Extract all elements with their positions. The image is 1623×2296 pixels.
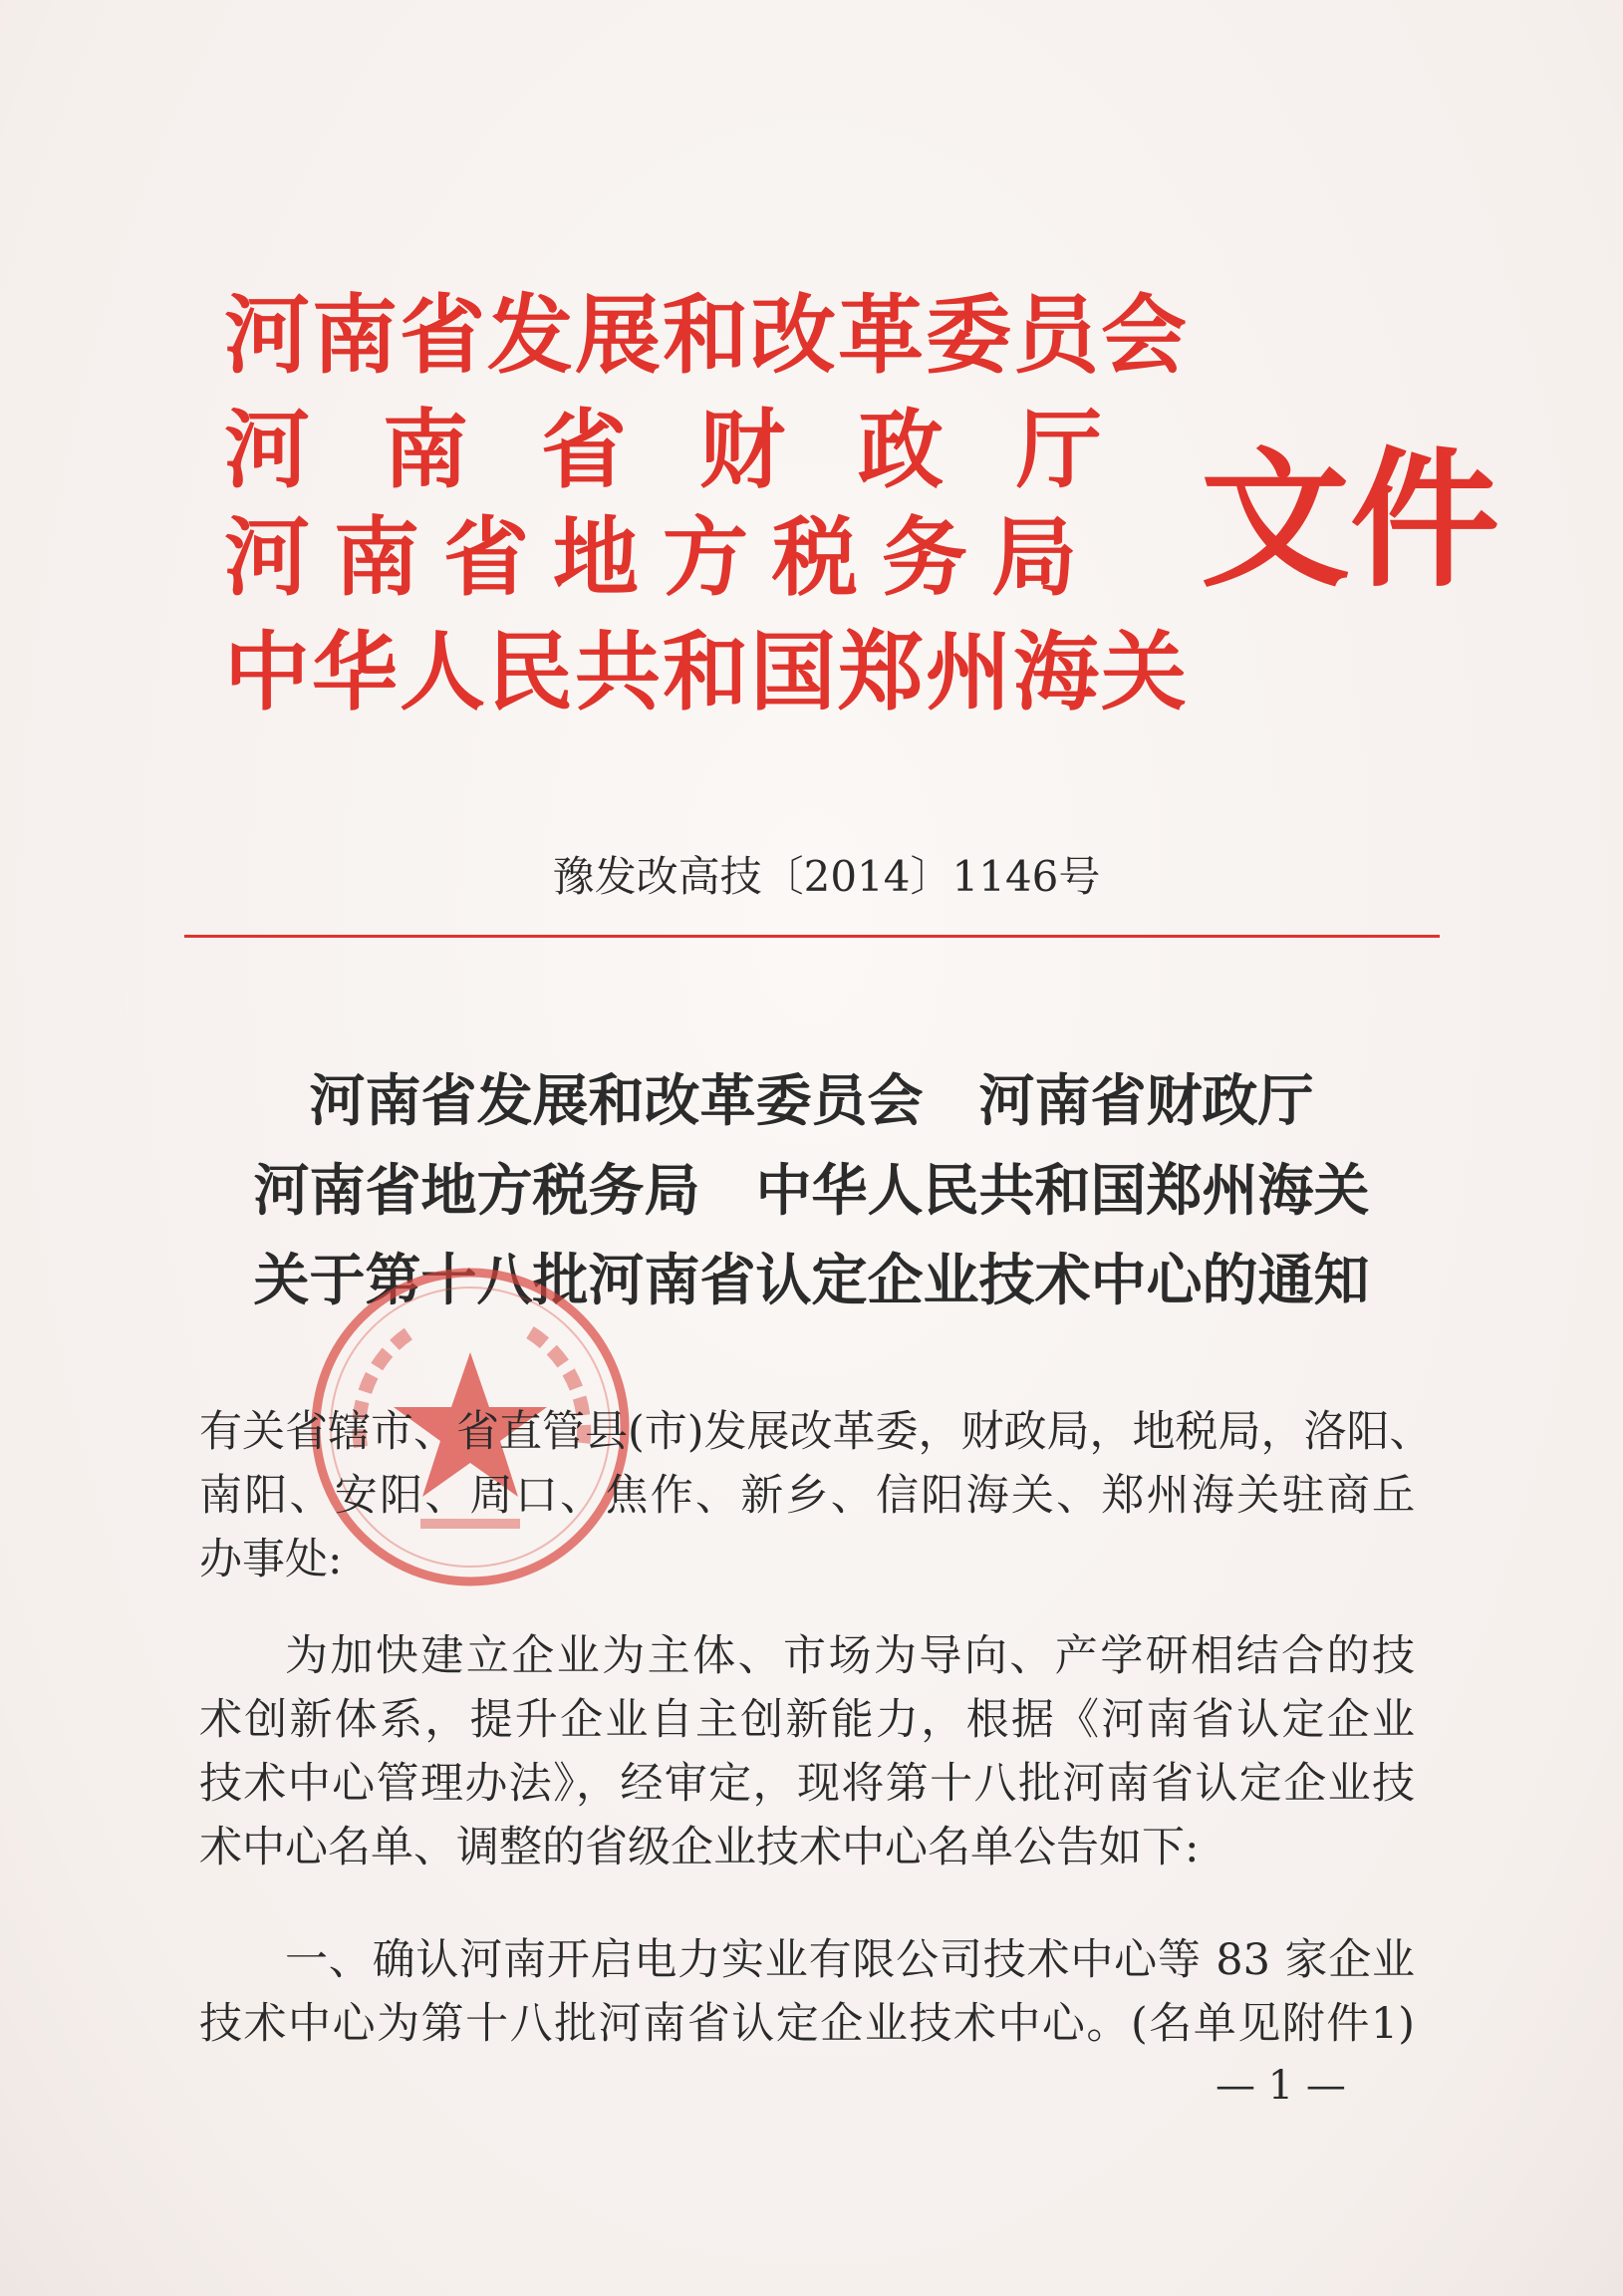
addressee-line-3: 办事处: xyxy=(199,1535,343,1584)
addressee-line-2: 南阳、安阳、周口、焦作、新乡、信阳海关、郑州海关驻商丘 xyxy=(199,1471,1415,1521)
body-paragraph-1 xyxy=(199,1624,1415,1879)
item-1-line-2: 技术中心为第十八批河南省认定企业技术中心。(名单见附件1) xyxy=(199,1999,1415,2049)
paragraph-1-line-2: 术创新体系，提升企业自主创新能力，根据《河南省认定企业 xyxy=(199,1695,1415,1745)
agency-name-customs: 中华人民共和国郑州海关 xyxy=(224,623,1189,722)
document-title-line-3: 关于第十八批河南省认定企业技术中心的通知 xyxy=(253,1249,1370,1313)
page-number: — 1 — xyxy=(1216,2063,1346,2109)
header-divider-line xyxy=(184,935,1440,938)
document-title-line-2: 河南省地方税务局 中华人民共和国郑州海关 xyxy=(253,1159,1370,1224)
document-number: 豫发改高技〔2014〕1146号 xyxy=(552,852,1101,901)
paragraph-1-line-1: 为加快建立企业为主体、市场为导向、产学研相结合的技 xyxy=(285,1631,1415,1681)
addressee-block xyxy=(199,1400,1433,1591)
agency-name-local-tax: 河南省地方税务局 xyxy=(224,508,1101,608)
body-item-1 xyxy=(199,1928,1415,2056)
item-1-line-1: 一、确认河南开启电力实业有限公司技术中心等 83 家企业 xyxy=(285,1935,1415,1985)
document-type-label: 文件 xyxy=(1201,434,1500,608)
document-title-line-1: 河南省发展和改革委员会 河南省财政厅 xyxy=(309,1069,1314,1134)
addressee-line-1: 有关省辖市、省直管县(市)发展改革委，财政局，地税局，洛阳、 xyxy=(199,1407,1433,1457)
agency-name-development-reform: 河南省发展和改革委员会 xyxy=(224,286,1189,386)
paragraph-1-line-3: 技术中心管理办法》，经审定，现将第十八批河南省认定企业技 xyxy=(199,1759,1415,1809)
document-header xyxy=(0,0,1623,777)
paragraph-1-line-4: 术中心名单、调整的省级企业技术中心名单公告如下: xyxy=(199,1823,1200,1872)
agency-name-finance: 河南省财政厅 xyxy=(224,401,1175,500)
